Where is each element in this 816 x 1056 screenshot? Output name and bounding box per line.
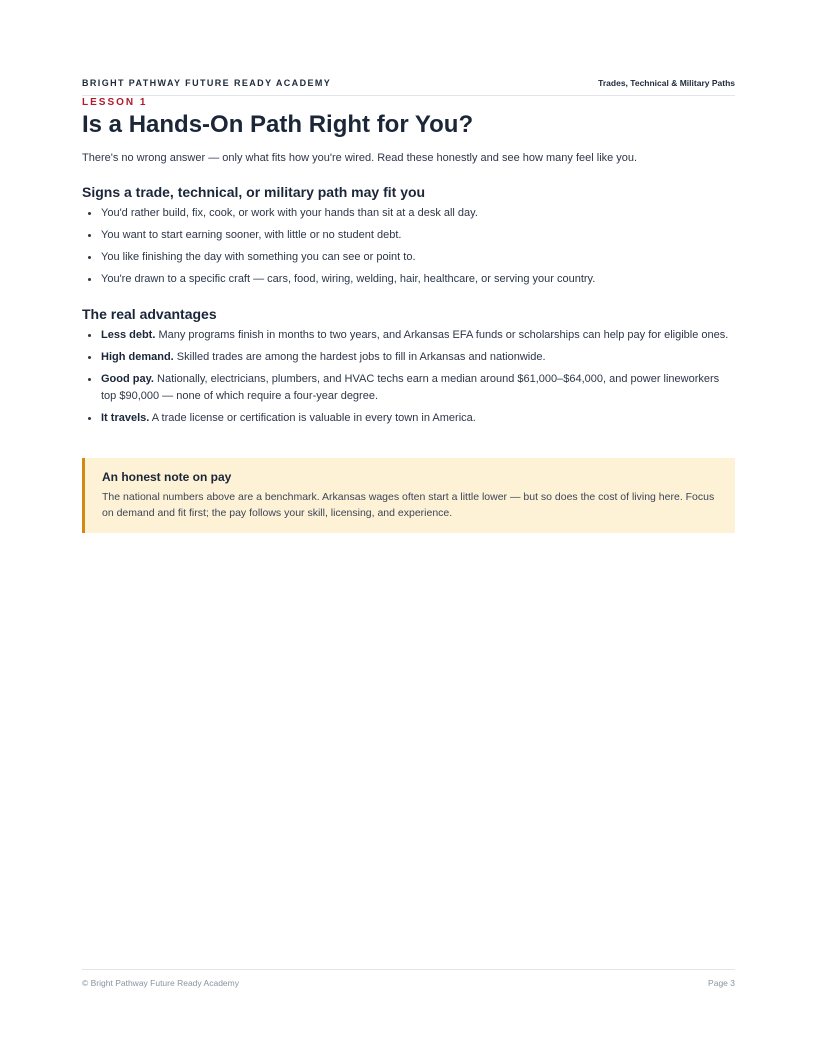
- advantage-lead: Good pay.: [101, 373, 154, 385]
- document-page: [82, 0, 735, 1056]
- lesson-label: LESSON 1: [82, 97, 148, 108]
- advantage-text: Nationally, electricians, plumbers, and HVAC techs earn a median around $61,000–$64,000, and power lineworkers top $90,000 — none of which require a four-year degree.: [101, 373, 720, 402]
- list-item: [82, 249, 735, 266]
- page-title: Is a Hands-On Path Right for You?: [82, 111, 474, 138]
- advantage-text: Many programs finish in months to two years, and Arkansas EFA funds or scholarships can help pay for eligible ones.: [158, 329, 729, 341]
- list-item-text: You like finishing the day with something you can see or point to.: [101, 251, 416, 263]
- list-item: [82, 349, 735, 366]
- advantage-lead: It travels.: [101, 411, 150, 424]
- page-number: Page 3: [708, 978, 735, 988]
- signs-section: [82, 183, 735, 293]
- bullet-icon: [88, 334, 91, 337]
- list-item-text: You want to start earning sooner, with little or no student debt.: [101, 229, 402, 241]
- bullet-icon: [88, 212, 91, 215]
- pay-note-callout: [82, 458, 735, 533]
- advantages-list: [82, 327, 735, 426]
- course-name: Trades, Technical & Military Paths: [598, 78, 735, 88]
- signs-list: [82, 205, 735, 288]
- list-item: [82, 227, 735, 244]
- running-header: [82, 77, 735, 96]
- advantage-text: Skilled trades are among the hardest jobs to fill in Arkansas and nationwide.: [176, 351, 546, 363]
- bullet-icon: [88, 356, 91, 359]
- bullet-icon: [88, 417, 91, 420]
- list-item: [82, 271, 735, 288]
- advantage-lead: Less debt.: [101, 329, 156, 341]
- advantages-section: [82, 305, 735, 432]
- list-item-text: You'd rather build, fix, cook, or work with your hands than sit at a desk all day.: [101, 207, 478, 219]
- advantage-text: A trade license or certification is valuable in every town in America.: [151, 411, 476, 424]
- advantages-heading: The real advantages: [82, 306, 217, 322]
- callout-title: An honest note on pay: [102, 470, 232, 484]
- list-item-text: You're drawn to a specific craft — cars, food, wiring, welding, hair, healthcare, or serving your country.: [101, 273, 596, 285]
- list-item: [82, 205, 735, 222]
- list-item: [82, 327, 735, 344]
- signs-heading: Signs a trade, technical, or military path may fit you: [82, 184, 426, 200]
- bullet-icon: [88, 278, 91, 281]
- list-item: [82, 410, 735, 427]
- footer-copyright: © Bright Pathway Future Ready Academy: [82, 978, 239, 988]
- intro-paragraph: There's no wrong answer — only what fits how you're wired. Read these honestly and see how many feel like you.: [82, 152, 638, 164]
- callout-body: The national numbers above are a benchmark. Arkansas wages often start a little lower — but so does the cost of living here. Focus on demand and fit first; the pay follows your skill, licensing, and experience.: [102, 491, 715, 519]
- list-item: [82, 371, 735, 404]
- advantage-lead: High demand.: [101, 351, 174, 363]
- page-footer: [82, 969, 735, 989]
- bullet-icon: [88, 378, 91, 381]
- bullet-icon: [88, 234, 91, 237]
- academy-name: BRIGHT PATHWAY FUTURE READY ACADEMY: [82, 78, 332, 88]
- bullet-icon: [88, 256, 91, 259]
